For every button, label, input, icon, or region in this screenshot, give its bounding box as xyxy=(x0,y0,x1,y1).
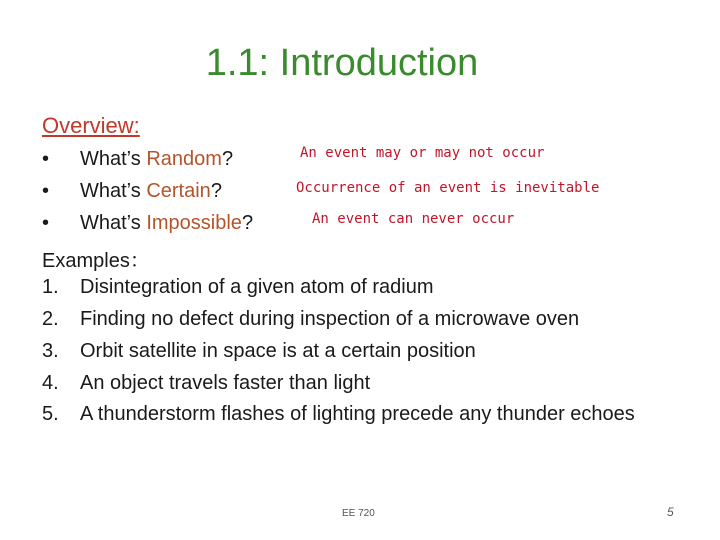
example-number: 5. xyxy=(42,403,59,425)
example-text: A thunderstorm flashes of lighting precede any thunder echoes xyxy=(80,403,635,425)
note-random: An event may or may not occur xyxy=(300,145,545,161)
slide-page-number: 5 xyxy=(667,505,674,519)
bullet-symbol: • xyxy=(42,148,50,170)
bullet-text xyxy=(80,148,233,171)
bullet-symbol: • xyxy=(42,212,50,234)
footer-course-label: EE 720 xyxy=(342,508,375,519)
bullet-prefix: What’s xyxy=(80,212,147,234)
bullet-accent-word: Random xyxy=(146,148,222,170)
examples-heading: Examples： xyxy=(42,250,150,272)
bullet-suffix: ? xyxy=(241,212,254,234)
example-number: 1. xyxy=(42,276,59,298)
note-impossible: An event can never occur xyxy=(312,211,515,227)
example-number: 2. xyxy=(42,308,59,330)
example-number: 4. xyxy=(42,372,59,394)
example-number: 3. xyxy=(42,340,59,362)
bullet-accent-word: Certain xyxy=(146,180,211,202)
slide-title: 1.1: Introduction xyxy=(205,42,479,84)
note-certain: Occurrence of an event is inevitable xyxy=(296,180,600,196)
bullet-prefix: What’s xyxy=(80,148,147,170)
example-text: An object travels faster than light xyxy=(80,372,371,394)
example-text: Finding no defect during inspection of a microwave oven xyxy=(80,308,580,330)
bullet-suffix: ? xyxy=(221,148,234,170)
example-text: Disintegration of a given atom of radium xyxy=(80,276,434,298)
example-text: Orbit satellite in space is at a certain position xyxy=(80,340,476,362)
bullet-text xyxy=(80,212,253,235)
bullet-suffix: ? xyxy=(210,180,222,202)
bullet-symbol: • xyxy=(42,180,50,202)
bullet-prefix: What’s xyxy=(80,180,147,202)
bullet-text xyxy=(80,180,222,203)
overview-heading: Overview: xyxy=(42,113,140,138)
bullet-accent-word: Impossible xyxy=(146,212,242,234)
